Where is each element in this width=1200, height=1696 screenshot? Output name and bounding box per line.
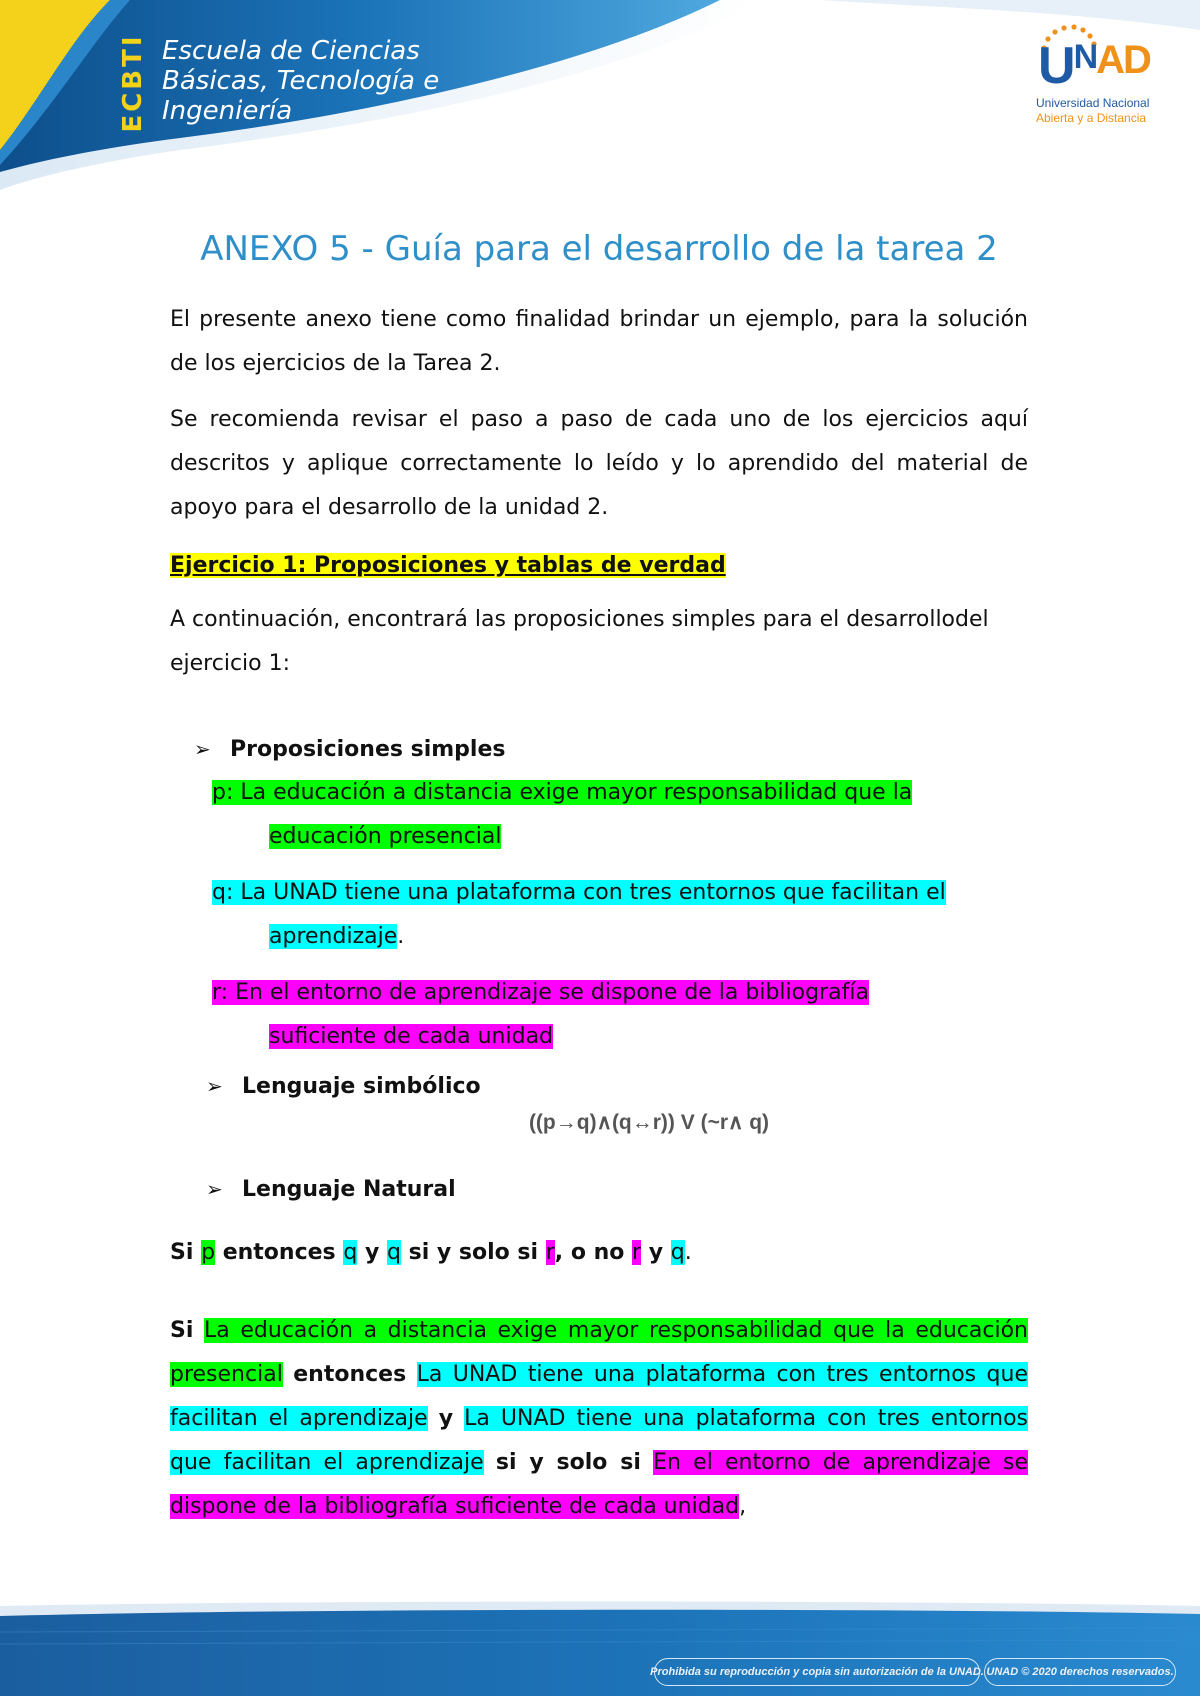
unad-logo bbox=[1032, 22, 1172, 132]
exercise-intro: A continuación, encontrará las proposiciones simples para el desarrollodel ejercicio 1: bbox=[170, 607, 989, 676]
proposition-r: r: En el entorno de aprendizaje se dispone de la bibliografía suficiente de cada unidad bbox=[212, 980, 869, 1049]
document-body bbox=[170, 222, 1028, 1529]
school-acronym: ECBTI bbox=[118, 33, 148, 133]
natural-language-long: Si La educación a distancia exige mayor responsabilidad que la educación presencial entonces La UNAD tiene una plataforma con tres entornos que facilitan el aprendizaje y La UNAD tiene una plataforma con tres entornos que facilitan el aprendizaje si y solo si En el entorno de aprendizaje se dispone de la bibliografía suficiente de cada unidad, bbox=[170, 1318, 1029, 1519]
proposition-q: q: La UNAD tiene una plataforma con tres entornos que facilitan el aprendizaje. bbox=[212, 880, 946, 949]
intro-paragraph: El presente anexo tiene como finalidad brindar un ejemplo, para la solución de los ejercicios de la Tarea 2. bbox=[170, 307, 1028, 376]
copyright-year: UNAD © 2020 derechos reservados. bbox=[984, 1658, 1176, 1686]
proposition-p: p: La educación a distancia exige mayor responsabilidad que la educación presencial bbox=[212, 780, 913, 849]
logo-subtitle-1: Universidad Nacional bbox=[1036, 96, 1150, 110]
copyright-notice: Prohibida su reproducción y copia sin autorización de la UNAD. bbox=[654, 1658, 980, 1686]
section-simple-propositions: ➢ Proposiciones simples bbox=[170, 728, 1028, 771]
exercise-heading: Ejercicio 1: Proposiciones y tablas de verdad bbox=[170, 553, 726, 578]
logo-wordmark: $U^{NAD}$ bbox=[1038, 37, 1150, 95]
arrow-bullet-icon: ➢ bbox=[206, 1177, 223, 1201]
arrow-bullet-icon: ➢ bbox=[206, 1074, 223, 1098]
natural-language-short: Si p entonces q y q si y solo si r, o no r y q. bbox=[170, 1240, 692, 1265]
school-name-line: Ingeniería bbox=[162, 96, 293, 126]
logo-subtitle-2: Abierta y a Distancia bbox=[1036, 111, 1147, 125]
recommendation-paragraph: Se recomienda revisar el paso a paso de cada uno de los ejercicios aquí descritos y aplique correctamente lo leído y lo aprendido del material de apoyo para el desarrollo de la unidad 2. bbox=[170, 407, 1028, 520]
school-name bbox=[162, 36, 439, 126]
school-name-line: Escuela de Ciencias bbox=[162, 36, 420, 66]
symbolic-expression: ((p→q)∧(q↔r)) V (~r∧ q) bbox=[528, 1111, 770, 1134]
page-title: ANEXO 5 - Guía para el desarrollo de la tarea 2 bbox=[200, 229, 998, 269]
page-footer bbox=[0, 1592, 1200, 1696]
section-symbolic-language: ➢ Lenguaje simbólico bbox=[170, 1065, 1028, 1108]
arrow-bullet-icon: ➢ bbox=[194, 737, 211, 761]
section-natural-language: ➢ Lenguaje Natural bbox=[170, 1168, 1028, 1211]
page-header bbox=[0, 0, 1200, 220]
school-name-line: Básicas, Tecnología e bbox=[162, 66, 440, 96]
